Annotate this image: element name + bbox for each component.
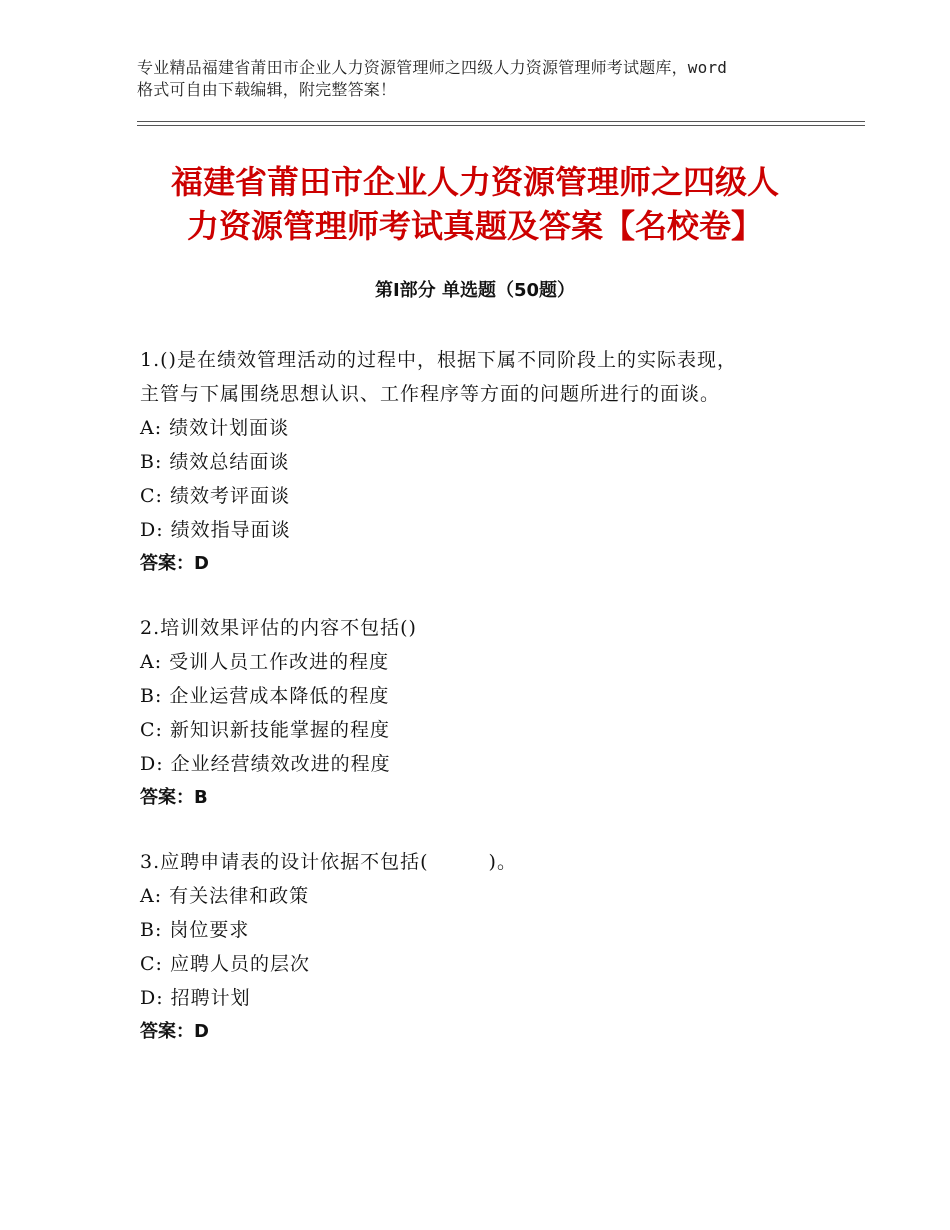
question-list — [140, 343, 840, 1079]
header-divider-top — [137, 121, 865, 122]
option-a: A: 绩效计划面谈 — [140, 417, 290, 439]
option-b: B: 岗位要求 — [140, 919, 250, 941]
section-heading: 第Ⅰ部分 单选题（50题） — [374, 280, 575, 301]
header-divider-bottom — [137, 125, 865, 126]
option-a: A: 有关法律和政策 — [140, 885, 310, 907]
option-d: D: 绩效指导面谈 — [140, 519, 291, 541]
document-title-line-2: 力资源管理师考试真题及答案【名校卷】 — [186, 207, 763, 245]
document-title-line-1: 福建省莆田市企业人力资源管理师之四级人 — [170, 163, 779, 201]
option-d: D: 招聘计划 — [140, 987, 251, 1009]
option-c: C: 绩效考评面谈 — [140, 485, 290, 507]
option-c: C: 应聘人员的层次 — [140, 953, 310, 975]
header-note — [137, 57, 837, 101]
header-note-line-1: 专业精品福建省莆田市企业人力资源管理师之四级人力资源管理师考试题库，word — [137, 58, 728, 77]
question-stem: 2.培训效果评估的内容不包括() — [140, 617, 417, 639]
option-a: A: 受训人员工作改进的程度 — [140, 651, 390, 673]
answer: 答案：B — [140, 787, 208, 808]
option-b: B: 绩效总结面谈 — [140, 451, 290, 473]
document-title — [120, 160, 830, 248]
question-stem: 主管与下属围绕思想认识、工作程序等方面的问题所进行的面谈。 — [140, 383, 721, 405]
answer: 答案：D — [140, 553, 209, 574]
header-note-line-2: 格式可自由下载编辑，附完整答案！ — [137, 80, 397, 99]
option-b: B: 企业运营成本降低的程度 — [140, 685, 390, 707]
question-2 — [140, 611, 840, 815]
answer: 答案：D — [140, 1021, 209, 1042]
question-3 — [140, 845, 840, 1049]
question-1 — [140, 343, 840, 581]
question-stem: 1.()是在绩效管理活动的过程中，根据下属不同阶段上的实际表现， — [140, 349, 737, 371]
option-c: C: 新知识新技能掌握的程度 — [140, 719, 390, 741]
option-d: D: 企业经营绩效改进的程度 — [140, 753, 391, 775]
question-stem: 3.应聘申请表的设计依据不包括( )。 — [140, 851, 517, 873]
